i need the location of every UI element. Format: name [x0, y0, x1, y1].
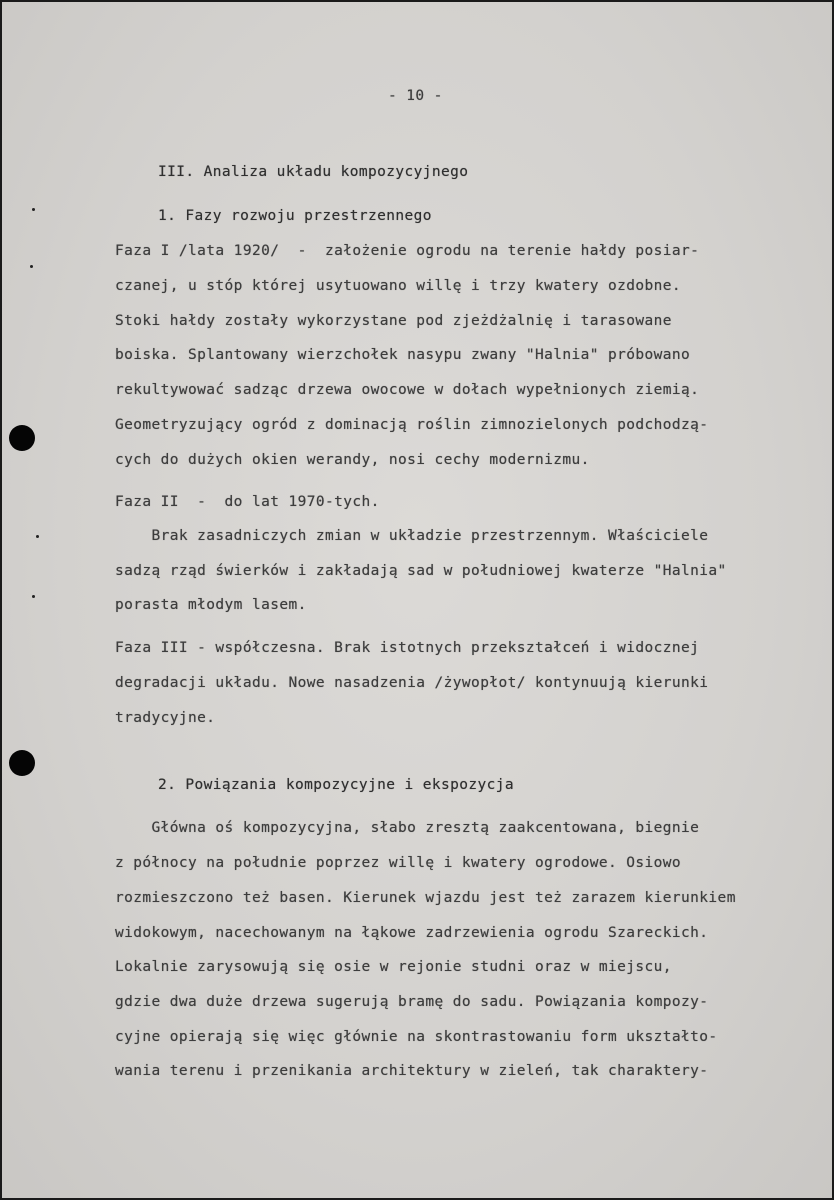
text-line: gdzie dwa duże drzewa sugerują bramę do sadu. Powiązania kompozy- — [115, 994, 709, 1010]
text-line: z północy na południe poprzez willę i kwatery ogrodowe. Osiowo — [115, 855, 682, 871]
punch-hole-top — [9, 425, 35, 451]
text-line: cych do dużych okien werandy, nosi cechy modernizmu. — [115, 452, 590, 468]
text-line: rozmieszczono też basen. Kierunek wjazdu jest też zarazem kierunkiem — [115, 890, 736, 906]
section-heading: III. Analiza układu kompozycyjnego — [158, 164, 469, 180]
punch-hole-bottom — [9, 750, 35, 776]
text-line: Brak zasadniczych zmian w układzie przestrzennym. Właściciele — [115, 528, 709, 544]
text-line: Faza I /lata 1920/ - założenie ogrodu na terenie hałdy posiar- — [115, 243, 700, 259]
text-line: Faza III - współczesna. Brak istotnych przekształceń i widocznej — [115, 640, 700, 656]
margin-mark — [32, 208, 35, 211]
text-line: porasta młodym lasem. — [115, 597, 307, 613]
text-line: Stoki hałdy zostały wykorzystane pod zjeżdżalnię i tarasowane — [115, 313, 672, 329]
text-line: wania terenu i przenikania architektury w zieleń, tak charaktery- — [115, 1063, 709, 1079]
text-line: rekultywować sadząc drzewa owocowe w dołach wypełnionych ziemią. — [115, 382, 700, 398]
text-line: czanej, u stóp której usytuowano willę i trzy kwatery ozdobne. — [115, 278, 682, 294]
text-line: sadzą rząd świerków i zakładają sad w południowej kwaterze "Halnia" — [115, 563, 727, 579]
text-line: Lokalnie zarysowują się osie w rejonie studni oraz w miejscu, — [115, 959, 672, 975]
text-line: boiska. Splantowany wierzchołek nasypu zwany "Halnia" próbowano — [115, 347, 691, 363]
text-line: Geometryzujący ogród z dominacją roślin zimnozielonych podchodzą- — [115, 417, 709, 433]
text-line: degradacji układu. Nowe nasadzenia /żywopłot/ kontynuują kierunki — [115, 675, 709, 691]
page-number: - 10 - — [388, 88, 443, 104]
subsection-2-heading: 2. Powiązania kompozycyjne i ekspozycja — [158, 777, 515, 793]
phase-2-title: Faza II - do lat 1970-tych. — [115, 494, 380, 510]
text-line: tradycyjne. — [115, 710, 216, 726]
text-line: widokowym, nacechowanym na łąkowe zadrzewienia ogrodu Szareckich. — [115, 925, 709, 941]
margin-mark — [30, 265, 33, 268]
margin-mark — [36, 535, 39, 538]
text-line: Główna oś kompozycyjna, słabo zresztą zaakcentowana, biegnie — [115, 820, 700, 836]
subsection-1-heading: 1. Fazy rozwoju przestrzennego — [158, 208, 432, 224]
text-line: cyjne opierają się więc głównie na skontrastowaniu form ukształto- — [115, 1029, 718, 1045]
margin-mark — [32, 595, 35, 598]
